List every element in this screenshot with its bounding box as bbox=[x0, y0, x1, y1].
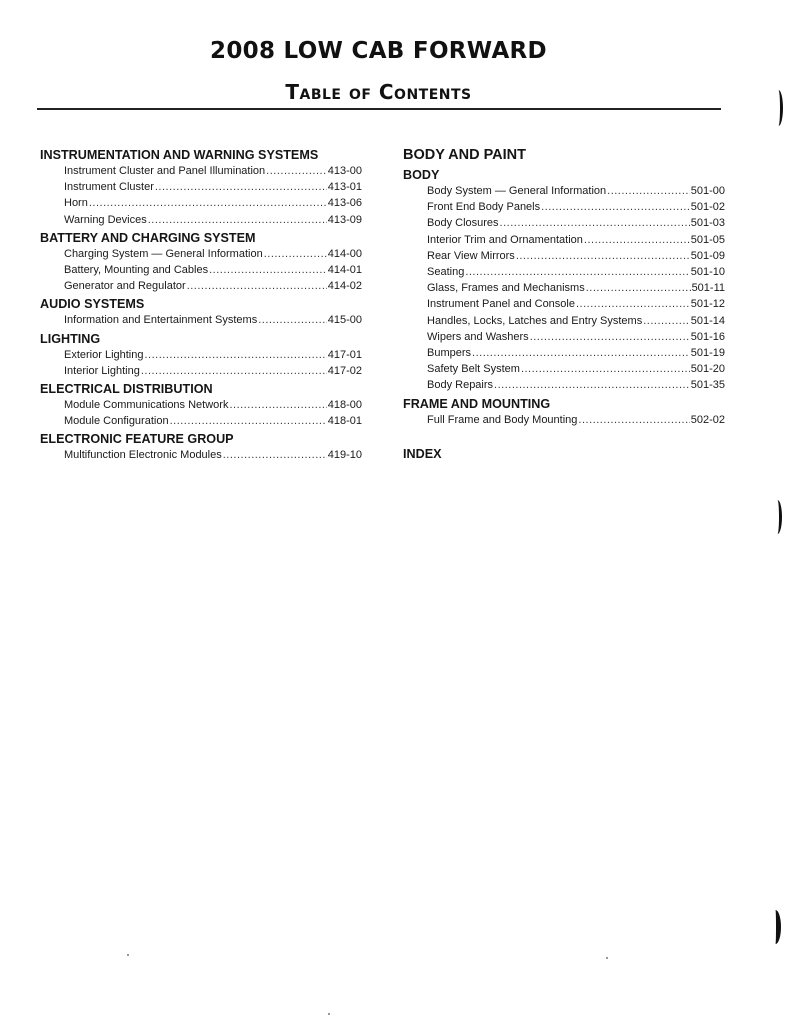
entry-label: Bumpers bbox=[427, 347, 472, 360]
toc-entry[interactable] bbox=[403, 264, 725, 280]
toc-entry[interactable] bbox=[403, 329, 725, 345]
section-heading: ELECTRICAL DISTRIBUTION bbox=[40, 382, 213, 397]
toc-entry[interactable] bbox=[403, 296, 725, 312]
toc-entry[interactable] bbox=[40, 163, 362, 179]
dot-leader bbox=[607, 183, 690, 199]
entry-code: 417-01 bbox=[327, 348, 362, 361]
entry-label: Safety Belt System bbox=[427, 363, 520, 376]
entry-label: Full Frame and Body Mounting bbox=[427, 413, 578, 426]
toc-entry[interactable] bbox=[40, 212, 362, 228]
toc-entry[interactable] bbox=[40, 363, 362, 379]
entry-code: 501-03 bbox=[690, 217, 725, 230]
toc-section bbox=[40, 147, 362, 228]
toc-entry[interactable] bbox=[403, 345, 725, 361]
dot-leader bbox=[643, 313, 690, 329]
entry-code: 414-01 bbox=[327, 264, 362, 277]
dot-leader bbox=[145, 347, 327, 363]
entry-label: Instrument Panel and Console bbox=[427, 298, 575, 311]
scan-speck bbox=[328, 1013, 330, 1015]
entry-label: Multifunction Electronic Modules bbox=[64, 449, 222, 462]
entry-label: Exterior Lighting bbox=[64, 348, 144, 361]
entry-label: Horn bbox=[64, 197, 88, 210]
dot-leader bbox=[170, 413, 327, 429]
entry-code: 501-00 bbox=[690, 185, 725, 197]
entry-code: 501-35 bbox=[690, 379, 725, 392]
binder-hole-mark bbox=[770, 910, 781, 944]
entry-code: 501-16 bbox=[690, 330, 725, 343]
entry-code: 501-20 bbox=[690, 363, 725, 376]
toc-entry[interactable] bbox=[403, 412, 725, 428]
entry-label: Battery, Mounting and Cables bbox=[64, 264, 209, 277]
toc-section bbox=[403, 396, 725, 428]
toc-entry[interactable] bbox=[403, 232, 725, 248]
toc-section bbox=[40, 331, 362, 379]
dot-leader bbox=[584, 232, 690, 248]
binder-hole-mark bbox=[774, 90, 783, 126]
title-divider bbox=[37, 108, 721, 110]
entry-label: Generator and Regulator bbox=[64, 280, 186, 293]
toc-entry[interactable] bbox=[403, 313, 725, 329]
dot-leader bbox=[541, 199, 690, 215]
toc-section bbox=[40, 296, 362, 328]
section-heading: BATTERY AND CHARGING SYSTEM bbox=[40, 230, 256, 245]
section-heading: LIGHTING bbox=[40, 331, 101, 346]
toc-entry[interactable] bbox=[403, 215, 725, 231]
entry-label: Body System — General Information bbox=[427, 185, 607, 197]
entry-label: Warning Devices bbox=[64, 213, 147, 226]
entry-code: 415-00 bbox=[327, 314, 362, 327]
entry-code: 501-05 bbox=[690, 233, 725, 246]
entry-code: 414-00 bbox=[327, 247, 362, 260]
dot-leader bbox=[148, 212, 327, 228]
entry-label: Instrument Cluster and Panel Illumination bbox=[64, 165, 266, 177]
entry-code: 501-10 bbox=[690, 266, 725, 279]
toc-right-column bbox=[403, 145, 725, 462]
toc-entry[interactable] bbox=[40, 312, 362, 328]
binder-hole-mark bbox=[773, 500, 782, 534]
toc-section bbox=[40, 431, 362, 463]
entry-label: Information and Entertainment Systems bbox=[64, 314, 258, 327]
entry-label: Rear View Mirrors bbox=[427, 249, 515, 262]
dot-leader bbox=[209, 262, 327, 278]
toc-entry[interactable] bbox=[40, 195, 362, 211]
toc-entry[interactable] bbox=[403, 199, 725, 215]
entry-code: 418-00 bbox=[327, 399, 362, 412]
dot-leader bbox=[586, 280, 691, 296]
entry-label: Seating bbox=[427, 266, 465, 279]
entry-code: 413-01 bbox=[327, 181, 362, 194]
toc-entry[interactable] bbox=[40, 347, 362, 363]
toc-entry[interactable] bbox=[40, 262, 362, 278]
dot-leader bbox=[229, 397, 326, 413]
dot-leader bbox=[500, 215, 690, 231]
document-subtitle: Table of Contents bbox=[285, 80, 472, 104]
dot-leader bbox=[576, 296, 690, 312]
section-heading: INSTRUMENTATION AND WARNING SYSTEMS bbox=[40, 148, 319, 162]
dot-leader bbox=[155, 179, 327, 195]
dot-leader bbox=[187, 278, 327, 294]
entry-code: 413-06 bbox=[327, 197, 362, 210]
entry-label: Wipers and Washers bbox=[427, 330, 529, 343]
entry-code: 419-10 bbox=[327, 449, 362, 462]
entry-code: 501-19 bbox=[690, 347, 725, 360]
toc-entry[interactable] bbox=[40, 179, 362, 195]
entry-label: Glass, Frames and Mechanisms bbox=[427, 282, 585, 295]
toc-entry[interactable] bbox=[40, 413, 362, 429]
entry-code: 413-00 bbox=[327, 165, 362, 177]
dot-leader bbox=[266, 163, 327, 179]
dot-leader bbox=[258, 312, 327, 328]
toc-entry[interactable] bbox=[40, 246, 362, 262]
toc-entry[interactable] bbox=[40, 278, 362, 294]
toc-entry[interactable] bbox=[403, 377, 725, 393]
toc-entry[interactable] bbox=[40, 397, 362, 413]
section-heading: BODY bbox=[403, 168, 440, 182]
section-heading: ELECTRONIC FEATURE GROUP bbox=[40, 432, 234, 447]
entry-code: 501-09 bbox=[690, 249, 725, 262]
entry-code: 417-02 bbox=[327, 364, 362, 377]
entry-label: Front End Body Panels bbox=[427, 201, 541, 214]
dot-leader bbox=[89, 195, 327, 211]
toc-entry[interactable] bbox=[40, 447, 362, 463]
toc-entry[interactable] bbox=[403, 361, 725, 377]
toc-section bbox=[40, 381, 362, 429]
entry-label: Charging System — General Information bbox=[64, 247, 263, 260]
scan-speck bbox=[606, 957, 608, 959]
toc-section bbox=[403, 167, 725, 394]
toc-left-column bbox=[40, 145, 362, 464]
entry-code: 501-12 bbox=[690, 298, 725, 311]
dot-leader bbox=[578, 412, 689, 428]
entry-label: Body Closures bbox=[427, 217, 499, 230]
entry-code: 501-11 bbox=[691, 282, 725, 295]
section-heading: AUDIO SYSTEMS bbox=[40, 297, 145, 312]
document-title: 2008 LOW CAB FORWARD bbox=[210, 38, 547, 64]
group-heading: BODY AND PAINT bbox=[403, 147, 526, 163]
entry-code: 413-09 bbox=[327, 213, 362, 226]
dot-leader bbox=[530, 329, 690, 345]
dot-leader bbox=[465, 264, 689, 280]
scan-speck bbox=[127, 954, 129, 956]
entry-label: Module Communications Network bbox=[64, 399, 229, 412]
entry-code: 501-14 bbox=[690, 314, 725, 327]
dot-leader bbox=[141, 363, 327, 379]
dot-leader bbox=[223, 447, 327, 463]
toc-entry[interactable] bbox=[403, 248, 725, 264]
entry-label: Interior Trim and Ornamentation bbox=[427, 233, 583, 246]
toc-entry[interactable] bbox=[403, 183, 725, 199]
toc-section bbox=[40, 230, 362, 295]
entry-code: 501-02 bbox=[690, 201, 725, 214]
entry-label: Handles, Locks, Latches and Entry Systems bbox=[427, 314, 643, 327]
dot-leader bbox=[494, 377, 690, 393]
dot-leader bbox=[516, 248, 690, 264]
toc-entry[interactable] bbox=[403, 280, 725, 296]
entry-label: Instrument Cluster bbox=[64, 181, 154, 194]
section-heading: FRAME AND MOUNTING bbox=[403, 396, 551, 411]
dot-leader bbox=[472, 345, 690, 361]
entry-label: Body Repairs bbox=[427, 379, 494, 392]
entry-label: Interior Lighting bbox=[64, 364, 140, 377]
dot-leader bbox=[521, 361, 690, 377]
index-link[interactable]: INDEX bbox=[403, 446, 442, 461]
entry-code: 414-02 bbox=[327, 280, 362, 293]
entry-label: Module Configuration bbox=[64, 415, 169, 428]
entry-code: 502-02 bbox=[690, 413, 725, 426]
entry-code: 418-01 bbox=[327, 415, 362, 428]
dot-leader bbox=[264, 246, 327, 262]
